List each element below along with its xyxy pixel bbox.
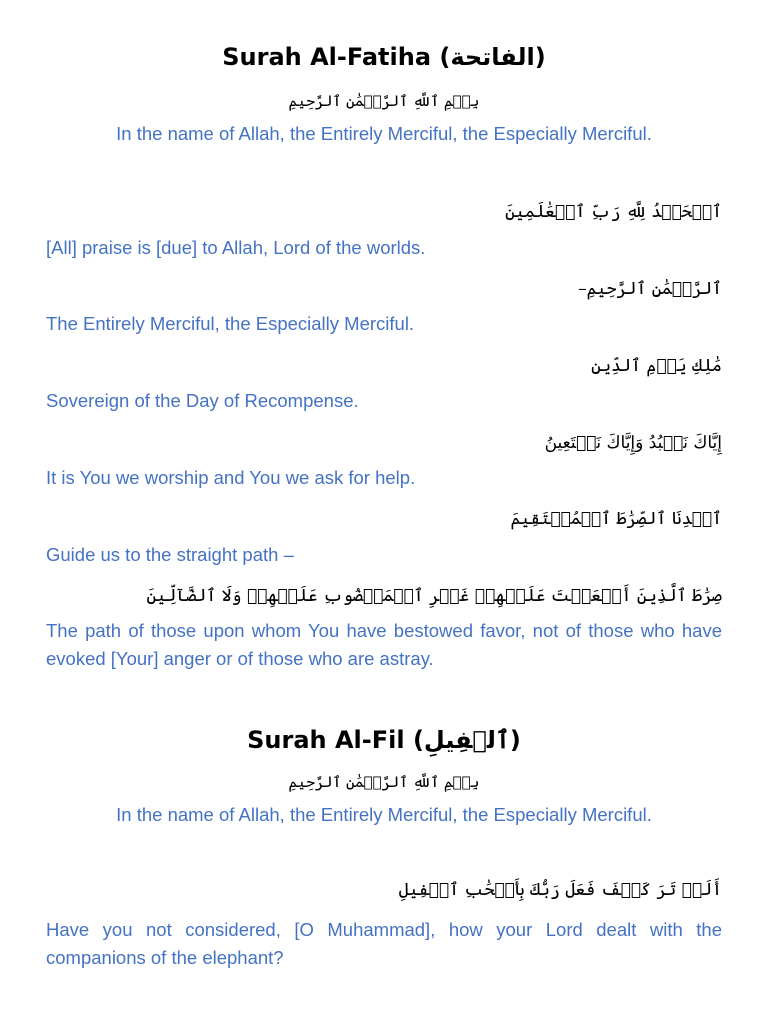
verse-arabic: ٱلرَّحۡمَٰنِ ٱلرَّحِيمِ– xyxy=(578,279,722,299)
verse-arabic: ٱلۡحَمۡدُ لِلَّهِ رَبِّ ٱلۡعَٰلَمِينَ xyxy=(505,202,722,222)
basmala-arabic: بِسۡمِ ٱللَّهِ ٱلرَّحۡمَٰنِ ٱلرَّحِيمِ xyxy=(288,773,480,791)
verse-translation: It is You we worship and You we ask for help. xyxy=(46,467,416,488)
verse-translation: The Entirely Merciful, the Especially Merciful. xyxy=(46,313,415,334)
verse-translation: Have you not considered, [O Muhammad], how your Lord dealt with the companions of the elephant? xyxy=(46,919,722,968)
verse-translation: [All] praise is [due] to Allah, Lord of the worlds. xyxy=(46,237,426,258)
basmala-translation: In the name of Allah, the Entirely Merciful, the Especially Merciful. xyxy=(116,804,652,825)
verse-arabic: مَٰلِكِ يَوۡمِ ٱلدِّينِ xyxy=(591,356,722,376)
verse-translation: Guide us to the straight path – xyxy=(46,544,294,565)
surah-title: Surah Al-Fil (ٱلۡفِيلِ) xyxy=(247,726,521,754)
verse-translation: The path of those upon whom You have bestowed favor, not of those who have evoked [Your] anger or of those who are astray. xyxy=(46,620,722,669)
verse-arabic: ٱهۡدِنَا ٱلصِّرَٰطَ ٱلۡمُسۡتَقِيمَ xyxy=(510,509,722,529)
basmala-translation: In the name of Allah, the Entirely Merciful, the Especially Merciful. xyxy=(116,123,652,144)
verse-arabic: صِرَٰطَ ٱلَّذِينَ أَنۡعَمۡتَ عَلَيۡهِمۡ غَيۡرِ ٱلۡمَغۡضُوبِ عَلَيۡهِمۡ وَلَا ٱلضَّآلِّينَ xyxy=(146,586,722,606)
surah-title: Surah Al-Fatiha (الفاتحة) xyxy=(222,43,546,71)
basmala-arabic: بِسۡمِ ٱللَّهِ ٱلرَّحۡمَٰنِ ٱلرَّحِيمِ xyxy=(288,92,480,110)
verse-arabic: إِيَّاكَ نَعۡبُدُ وَإِيَّاكَ نَسۡتَعِينُ xyxy=(544,433,722,453)
verse-arabic: أَلَمۡ تَرَ كَيۡفَ فَعَلَ رَبُّكَ بِأَصۡحَٰبِ ٱلۡفِيلِ xyxy=(398,880,722,900)
verse-translation: Sovereign of the Day of Recompense. xyxy=(46,390,359,411)
